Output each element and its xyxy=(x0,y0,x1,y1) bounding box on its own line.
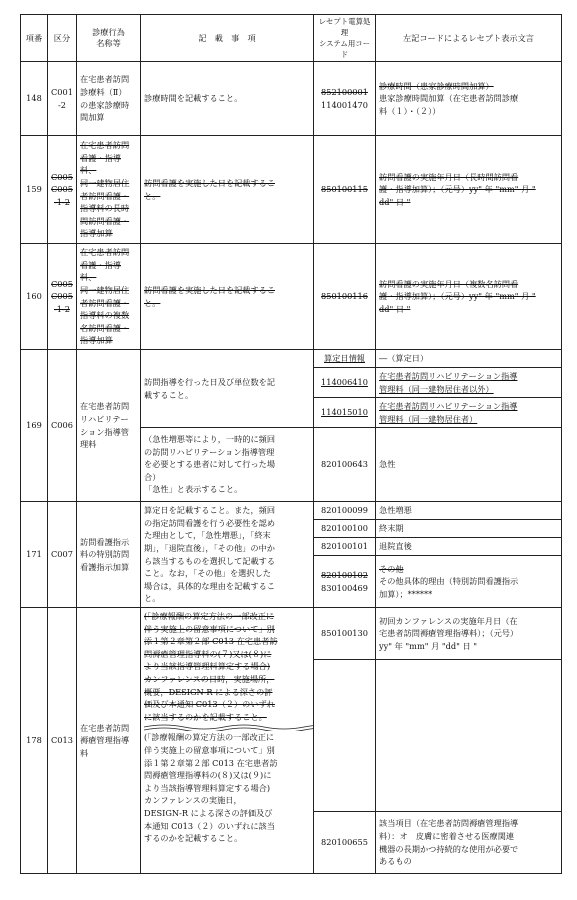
row-display: 急性 xyxy=(376,428,562,502)
row-code: 820100643 xyxy=(314,428,376,502)
row-display: その他 その他具体的理由（特別訪問看護指示 加算）；****** xyxy=(376,556,562,608)
header-kubun: 区分 xyxy=(48,15,77,62)
row-code: 850100115 xyxy=(314,136,376,244)
header-items: 記 載 事 項 xyxy=(141,15,314,62)
row-kubun: C001 -2 xyxy=(48,62,77,136)
row-display-empty xyxy=(376,660,562,812)
row-display: 訪問看護の実施年月日（複数名訪問看 護・指導加算）；（元号）yy" 年 "mm" 月 " dd" 日 " xyxy=(376,244,562,350)
row-code: 820100099 xyxy=(314,502,376,520)
row-kubun: C006 xyxy=(48,350,77,502)
row-item: (「診療報酬の算定方法の一部改正に 伴う実施上の留意事項について」別 添１第２章第２部 C013 在宅患者訪 問褥瘡管理指導料の(７)又は(８)に より当該指導管理料算定する場合) カンファレンスの日時，実施場所， 概要，DESIGN-R による深さの評 価及び本通知 C013（２）のいずれ に該当するのかを記載すること。 (「診療報酬の算定方法の一部改正に 伴う実施上の留意事項について」別 添１第２章第２部 C013 在宅患者訪 問褥瘡管理指導料の(８)又は(９)に より当該指導管理料算定する場合) カンファレンスの実施日， DESIGN-R による深さの評価及び 本通知 C013（２）のいずれに該当 するのかを記載すること。 xyxy=(141,608,314,874)
row-code: 算定日情報 xyxy=(314,350,376,368)
row-display: 急性増悪 xyxy=(376,502,562,520)
row-kubun: C005 C005 -1-2 xyxy=(48,136,77,244)
table-row-171-a xyxy=(21,502,562,520)
table-row-169-a xyxy=(21,350,562,368)
row-item: 算定日を記載すること。また，頻回 の指定訪問看護を行う必要性を認め た理由として，「急性増悪」，「終末 期」，「退院直後」，「その他」の中か ら該当するものを選択して記載する こと。なお，「その他」を選択した 場合は，具体的な理由を記載するこ と。 xyxy=(141,502,314,608)
row-item: 訪問看護を実施した日を記載するこ と。 xyxy=(141,244,314,350)
row-code: 820100655 xyxy=(314,812,376,874)
row-display: 診療時間（患家診療時間加算） 患家診療時間加算（在宅患者訪問診療 料（１）・（２）） xyxy=(376,62,562,136)
row-number: 171 xyxy=(21,502,48,608)
row-display: 終末期 xyxy=(376,520,562,538)
row-number: 159 xyxy=(21,136,48,244)
header-name: 診療行為 名称等 xyxy=(77,15,141,62)
row-code: 114006410 xyxy=(314,368,376,398)
row-number: 160 xyxy=(21,244,48,350)
header-code: レセプト電算処理 システム用コード xyxy=(314,15,376,62)
row-code: 852100001 114001470 xyxy=(314,62,376,136)
row-name: 在宅患者訪問 褥瘡管理指導 料 xyxy=(77,608,141,874)
row-code: 820100102 830100469 xyxy=(314,556,376,608)
row-number: 169 xyxy=(21,350,48,502)
row-name: 訪問看護指示 料の特別訪問 看護指示加算 xyxy=(77,502,141,608)
row-display: 訪問看護の実施年月日（長時間訪問看 護・指導加算）；（元号）yy" 年 "mm" 月 " dd" 日 " xyxy=(376,136,562,244)
header-row xyxy=(21,15,562,62)
row-kubun: C007 xyxy=(48,502,77,608)
row-number: 178 xyxy=(21,608,48,874)
row-item: 訪問指導を行った日及び単位数を記 載すること。 xyxy=(141,350,314,428)
row-kubun: C013 xyxy=(48,608,77,874)
row-display: 在宅患者訪問リハビリテーション指導 管理料（同一建物居住者） xyxy=(376,398,562,428)
row-item: 診療時間を記載すること。 xyxy=(141,62,314,136)
row-name: 在宅患者訪問 看護・指導料、 同一建物居住 者訪問看護・ 指導料の長時 間訪問看護・ 指導加算 xyxy=(77,136,141,244)
row-display: ―（算定日） xyxy=(376,350,562,368)
row-code: 820100100 xyxy=(314,520,376,538)
table-row-159 xyxy=(21,136,562,244)
row-code: 850100130 xyxy=(314,608,376,660)
header-display: 左記コードによるレセプト表示文言 xyxy=(376,15,562,62)
row-name: 在宅患者訪問 看護・指導料、 同一建物居住 者訪問看護・ 指導料の複数 名訪問看護・ 指導加算 xyxy=(77,244,141,350)
row-kubun: C005 C005 -1-2 xyxy=(48,244,77,350)
revision-table xyxy=(20,14,562,874)
header-no: 項番 xyxy=(21,15,48,62)
row-name: 在宅患者訪問 診療料（Ⅱ） の患家診療時 間加算 xyxy=(77,62,141,136)
row-display: 在宅患者訪問リハビリテーション指導 管理料（同一建物居住者以外） xyxy=(376,368,562,398)
row-display: 退院直後 xyxy=(376,538,562,556)
table-row-178-a xyxy=(21,608,562,660)
table-row-160 xyxy=(21,244,562,350)
page-break-mark xyxy=(144,723,310,731)
row-display: 初回カンファレンスの実施年月日（在 宅患者訪問褥瘡管理指導料）；（元号） yy" 年 "mm" 月 "dd" 日 " xyxy=(376,608,562,660)
row-code: 850100116 xyxy=(314,244,376,350)
table-row-148 xyxy=(21,62,562,136)
row-code: 114015010 xyxy=(314,398,376,428)
row-name: 在宅患者訪問 リハビリテー ション指導管 理料 xyxy=(77,350,141,502)
row-item: （急性増悪等により，一時的に頻回 の訪問リハビリテーション指導管理 を必要とする患者に対して行った場 合） 「急性」と表示すること。 xyxy=(141,428,314,502)
row-code-empty xyxy=(314,660,376,812)
row-number: 148 xyxy=(21,62,48,136)
row-display: 該当項目（在宅患者訪問褥瘡管理指導 料）：オ 皮膚に密着させる医療関連 機器の長期かつ持続的な使用が必要で あるもの xyxy=(376,812,562,874)
row-item: 訪問看護を実施した日を記載するこ と。 xyxy=(141,136,314,244)
row-code: 820100101 xyxy=(314,538,376,556)
